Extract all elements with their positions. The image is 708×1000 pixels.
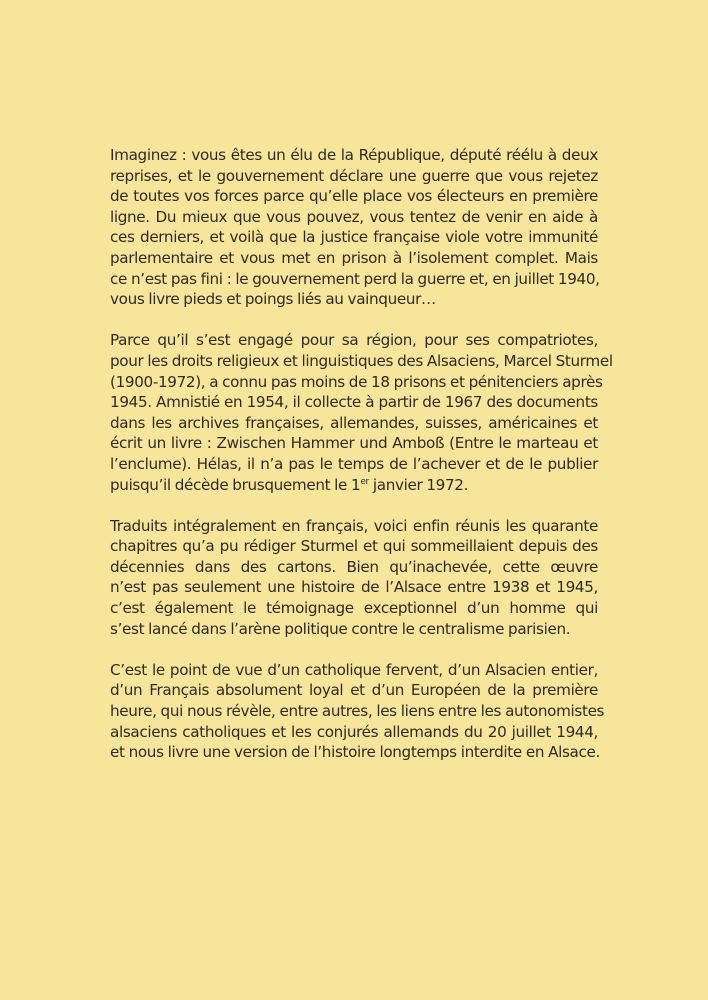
text-line: chapitres qu’a pu rédiger Sturmel et qui sommeillaient depuis des	[110, 537, 598, 556]
text-line: vous livre pieds et poings liés au vainqueur…	[110, 290, 436, 309]
text-line: ces derniers, et voilà que la justice française viole votre immunité	[110, 228, 598, 247]
text-line: d’un Français absolument loyal et d’un Européen de la première	[110, 681, 598, 700]
text-line: alsaciens catholiques et les conjurés allemands du 20 juillet 1944,	[110, 722, 598, 741]
text-line: l’enclume). Hélas, il n’a pas le temps de l’achever et de le publier	[110, 454, 598, 473]
text-line: dans les archives françaises, allemandes, suisses, américaines et	[110, 413, 598, 432]
text-line: ligne. Du mieux que vous pouvez, vous tentez de venir en aide à	[110, 207, 598, 226]
text-line: ce n’est pas fini : le gouvernement perd la guerre et, en juillet 1940,	[110, 269, 600, 288]
text-line: n’est pas seulement une histoire de l’Alsace entre 1938 et 1945,	[110, 578, 598, 597]
text-line: s’est lancé dans l’arène politique contre le centralisme parisien.	[110, 619, 571, 638]
ordinal-superscript: er	[360, 476, 369, 487]
text-line: écrit un livre : Zwischen Hammer und Amboß (Entre le marteau et	[110, 434, 598, 453]
text-line: Parce qu’il s’est engagé pour sa région, pour ses compatriotes,	[110, 331, 598, 350]
text-fragment: janvier 1972.	[368, 475, 469, 494]
text-line: (1900-1972), a connu pas moins de 18 prisons et pénitenciers après	[110, 372, 603, 391]
paragraph-intro	[110, 145, 598, 310]
text-fragment: puisqu’il décède brusquement le 1	[110, 475, 361, 494]
text-line	[110, 475, 598, 496]
text-line: reprises, et le gouvernement déclare une guerre que vous rejetez	[110, 166, 598, 185]
text-line: de toutes vos forces parce qu’elle place vos électeurs en première	[110, 187, 598, 206]
text-line: c’est également le témoignage exceptionnel d’un homme qui	[110, 599, 598, 618]
text-line: C’est le point de vue d’un catholique fervent, d’un Alsacien entier,	[110, 660, 598, 679]
text-line: parlementaire et vous met en prison à l’isolement complet. Mais	[110, 248, 598, 267]
paragraph-viewpoint	[110, 660, 605, 763]
paragraph-biography	[110, 330, 613, 495]
text-line: heure, qui nous révèle, entre autres, les liens entre les autonomistes	[110, 702, 605, 721]
text-line: Traduits intégralement en français, voici enfin réunis les quarante	[110, 516, 598, 535]
text-line: décennies dans des cartons. Bien qu’inachevée, cette œuvre	[110, 557, 598, 576]
text-line: et nous livre une version de l’histoire longtemps interdite en Alsace.	[110, 743, 600, 762]
text-line: Imaginez : vous êtes un élu de la République, député réélu à deux	[110, 146, 598, 164]
text-line: pour les droits religieux et linguistiques des Alsaciens, Marcel Sturmel	[110, 351, 613, 370]
paragraph-translation	[110, 516, 598, 640]
text-line: 1945. Amnistié en 1954, il collecte à partir de 1967 des documents	[110, 393, 598, 412]
back-cover-text	[110, 145, 613, 783]
